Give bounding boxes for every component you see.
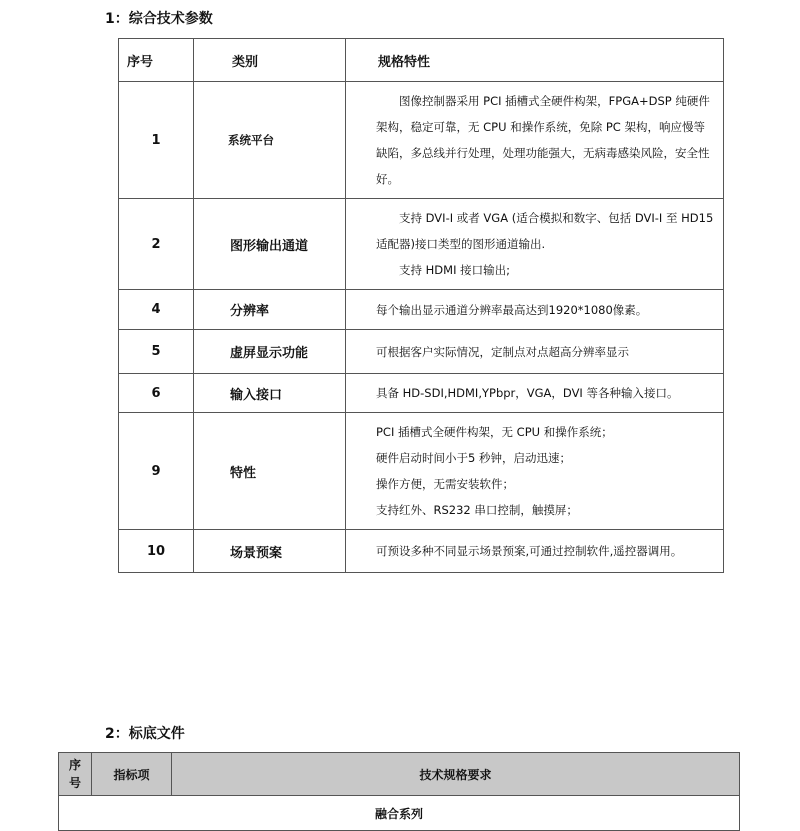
- row-no: 4: [119, 290, 194, 330]
- section2-title: 2：标底文件: [105, 726, 185, 742]
- row-no: 1: [119, 82, 194, 199]
- header-spec: 规格特性: [346, 39, 724, 82]
- row-spec: [346, 413, 724, 530]
- spec-line: 每个输出显示通道分辨率最高达到1920*1080像素。: [376, 302, 648, 317]
- row-spec: [346, 290, 724, 330]
- spec-line: 支持红外、RS232 串口控制，触摸屏；: [376, 503, 578, 517]
- header-no-text: 序号: [68, 758, 81, 790]
- spec-line: 缺陷，多总线并行处理，处理功能强大，无病毒感染风险，安全性: [376, 146, 710, 160]
- section1-title: 1：综合技术参数: [105, 11, 213, 27]
- table-row: [119, 330, 724, 374]
- row-category: 特性: [194, 413, 346, 530]
- table-row: [119, 530, 724, 573]
- tech-params-table: [118, 38, 724, 573]
- header-no: 序号: [119, 39, 194, 82]
- spec-line: 硬件启动时间小于5 秒钟，启动迅速；: [376, 451, 571, 465]
- row-no: 9: [119, 413, 194, 530]
- table-row: [119, 199, 724, 290]
- spec-line: 好。: [376, 172, 399, 186]
- spec-line: 具备 HD-SDI,HDMI,YPbpr，VGA，DVI 等各种输入接口。: [376, 386, 679, 400]
- table-row: [59, 796, 740, 831]
- row-spec: [346, 330, 724, 374]
- row-no: 5: [119, 330, 194, 374]
- row-spec: [346, 374, 724, 413]
- row-no: 2: [119, 199, 194, 290]
- row-category: 分辨率: [194, 290, 346, 330]
- spec-line: 适配器)接口类型的图形通道输出.: [376, 237, 546, 251]
- spec-line: PCI 插槽式全硬件构架，无 CPU 和操作系统；: [376, 425, 613, 439]
- table-row: [119, 374, 724, 413]
- table-header-row: [59, 753, 740, 796]
- header-category: 类别: [194, 39, 346, 82]
- spec-line: 可预设多种不同显示场景预案,可通过控制软件,遥控器调用。: [376, 544, 683, 558]
- row-category: 虚屏显示功能: [194, 330, 346, 374]
- table-row: [119, 82, 724, 199]
- row-category: 场景预案: [194, 530, 346, 573]
- header-requirement: 技术规格要求: [172, 753, 740, 796]
- row-no: 6: [119, 374, 194, 413]
- table-row: [119, 413, 724, 530]
- row-category: 输入接口: [194, 374, 346, 413]
- spec-line: 可根据客户实际情况，定制点对点超高分辨率显示: [376, 344, 629, 359]
- row-spec: [346, 530, 724, 573]
- bid-spec-table: [58, 752, 740, 831]
- row-spec: [346, 82, 724, 199]
- row-category: 系统平台: [194, 82, 346, 199]
- header-indicator: 指标项: [92, 753, 172, 796]
- row-no: 10: [119, 530, 194, 573]
- series-row: 融合系列: [59, 796, 740, 831]
- spec-line: 图像控制器采用 PCI 插槽式全硬件构架，FPGA+DSP 纯硬件: [399, 94, 710, 108]
- spec-line: 支持 HDMI 接口输出;: [399, 263, 511, 277]
- table-row: [119, 290, 724, 330]
- spec-line: 操作方便，无需安装软件；: [376, 477, 514, 491]
- spec-line: 架构，稳定可靠，无 CPU 和操作系统，免除 PC 架构，响应慢等: [376, 120, 705, 134]
- row-category: 图形输出通道: [194, 199, 346, 290]
- row-spec: [346, 199, 724, 290]
- table-header-row: [119, 39, 724, 82]
- spec-line: 支持 DVI-I 或者 VGA (适合模拟和数字、包括 DVI-I 至 HD15: [399, 211, 714, 225]
- header-no: [59, 753, 92, 796]
